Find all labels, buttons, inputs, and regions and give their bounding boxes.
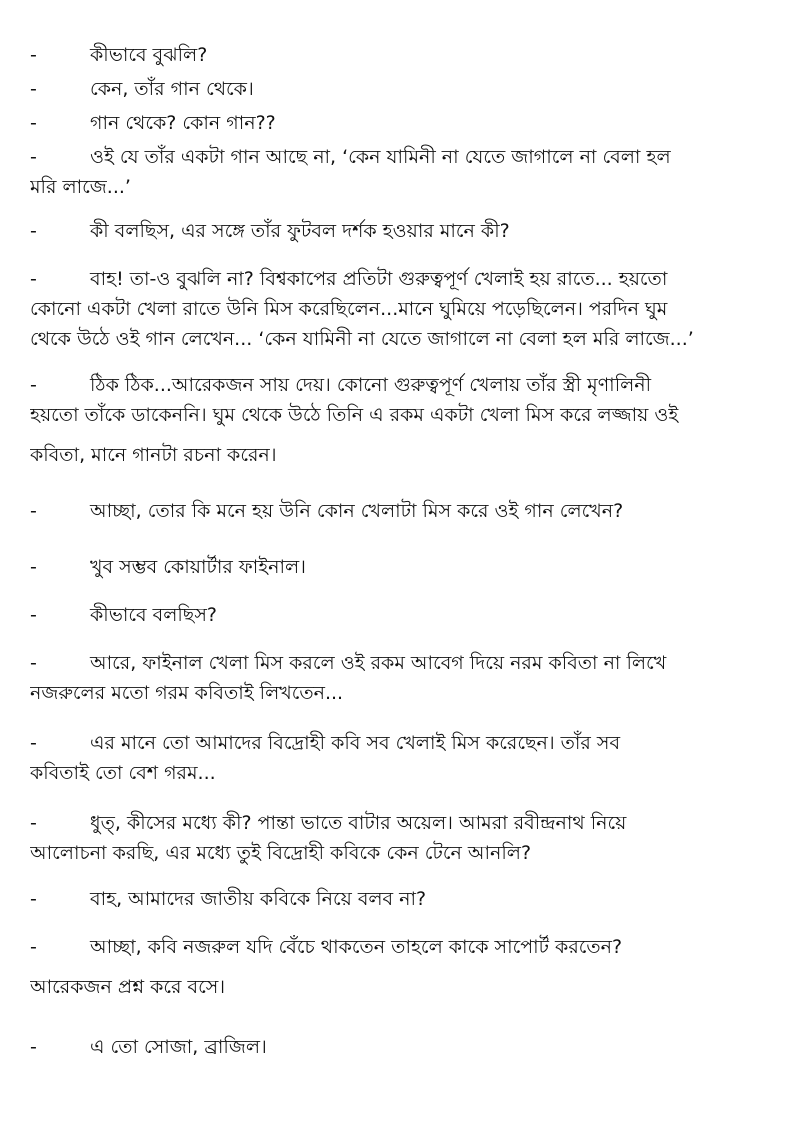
dialogue-line-9 — [30, 552, 770, 582]
dialogue-dash: - — [30, 112, 37, 134]
dialogue-dash: - — [30, 812, 37, 834]
dialogue-line-13 — [30, 808, 770, 868]
dialogue-dash: - — [30, 888, 37, 910]
dialogue-text: আরে, ফাইনাল খেলা মিস করলে ওই রকম আবেগ দিয়ে নরম কবিতা না লিখে — [90, 652, 667, 674]
dialogue-line-10 — [30, 600, 770, 630]
dialogue-dash: - — [30, 500, 37, 522]
dialogue-dash: - — [30, 604, 37, 626]
dialogue-text: কীভাবে বুঝলি? — [90, 44, 208, 66]
dialogue-dash: - — [30, 374, 37, 396]
dialogue-text-continued: হয়তো তাঁকে ডাকেননি। ঘুম থেকে উঠে তিনি এ রকম একটা খেলা মিস করে লজ্জায় ওই — [30, 404, 679, 426]
dialogue-text: আচ্ছা, কবি নজরুল যদি বেঁচে থাকতেন তাহলে কাকে সাপোর্ট করতেন? — [90, 936, 623, 958]
dialogue-dash: - — [30, 1036, 37, 1058]
dialogue-text: ধুত্, কীসের মধ্যে কী? পান্তা ভাতে বাটার অয়েল। আমরা রবীন্দ্রনাথ নিয়ে — [90, 812, 627, 834]
dialogue-line-6 — [30, 264, 770, 354]
dialogue-text: কী বলছিস, এর সঙ্গে তাঁর ফুটবল দর্শক হওয়ার মানে কী? — [90, 220, 510, 242]
dialogue-text: বাহ! তা-ও বুঝলি না? বিশ্বকাপের প্রতিটা গুরুত্বপূর্ণ খেলাই হয় রাতে... হয়তো — [90, 268, 668, 290]
dialogue-text: কেন, তাঁর গান থেকে। — [90, 78, 254, 100]
dialogue-text-continued: মরি লাজে...’ — [30, 176, 131, 198]
dialogue-line-8 — [30, 496, 770, 526]
dialogue-text: বাহ, আমাদের জাতীয় কবিকে নিয়ে বলব না? — [90, 888, 427, 910]
dialogue-text: আচ্ছা, তোর কি মনে হয় উনি কোন খেলাটা মিস করে ওই গান লেখেন? — [90, 500, 624, 522]
dialogue-text: খুব সম্ভব কোয়ার্টার ফাইনাল। — [90, 556, 306, 578]
dialogue-dash: - — [30, 652, 37, 674]
dialogue-text-continued: নজরুলের মতো গরম কবিতাই লিখতেন... — [30, 682, 344, 704]
dialogue-text-continued: থেকে উঠে ওই গান লেখেন... ‘কেন যামিনী না যেতে জাগালে না বেলা হল মরি লাজে...’ — [30, 328, 694, 350]
dialogue-text: এর মানে তো আমাদের বিদ্রোহী কবি সব খেলাই মিস করেছেন। তাঁর সব — [90, 732, 621, 754]
dialogue-line-5 — [30, 216, 770, 246]
dialogue-text-continued: কবিতাই তো বেশ গরম... — [30, 762, 216, 784]
dialogue-dash: - — [30, 220, 37, 242]
dialogue-text: ঠিক ঠিক...আরেকজন সায় দেয়। কোনো গুরুত্বপূর্ণ খেলায় তাঁর স্ত্রী মৃণালিনী — [90, 374, 652, 396]
dialogue-line-2 — [30, 74, 770, 104]
dialogue-dash: - — [30, 146, 37, 168]
dialogue-dash: - — [30, 268, 37, 290]
dialogue-text: গান থেকে? কোন গান?? — [90, 112, 276, 134]
dialogue-dash: - — [30, 78, 37, 100]
dialogue-text: কীভাবে বলছিস? — [90, 604, 217, 626]
dialogue-line-1 — [30, 40, 770, 70]
dialogue-dash: - — [30, 732, 37, 754]
dialogue-text-continued: আলোচনা করছি, এর মধ্যে তুই বিদ্রোহী কবিকে কেন টেনে আনলি? — [30, 842, 532, 864]
dialogue-text-continued: আরেকজন প্রশ্ন করে বসে। — [30, 976, 226, 998]
dialogue-line-12 — [30, 728, 770, 788]
dialogue-text-continued: কবিতা, মানে গানটা রচনা করেন। — [30, 444, 277, 466]
dialogue-text-continued: কোনো একটা খেলা রাতে উনি মিস করেছিলেন...মানে ঘুমিয়ে পড়েছিলেন। পরদিন ঘুম — [30, 298, 668, 320]
dialogue-text: ওই যে তাঁর একটা গান আছে না, ‘কেন যামিনী না যেতে জাগালে না বেলা হল — [90, 146, 671, 168]
dialogue-line-16 — [30, 1032, 770, 1062]
dialogue-line-4 — [30, 142, 770, 202]
dialogue-dash: - — [30, 936, 37, 958]
dialogue-line-7 — [30, 370, 770, 470]
dialogue-line-14 — [30, 884, 770, 914]
dialogue-dash: - — [30, 44, 37, 66]
dialogue-line-15 — [30, 932, 770, 1002]
dialogue-line-3 — [30, 108, 770, 138]
dialogue-dash: - — [30, 556, 37, 578]
dialogue-text: এ তো সোজা, ব্রাজিল। — [90, 1036, 267, 1058]
dialogue-line-11 — [30, 648, 770, 708]
